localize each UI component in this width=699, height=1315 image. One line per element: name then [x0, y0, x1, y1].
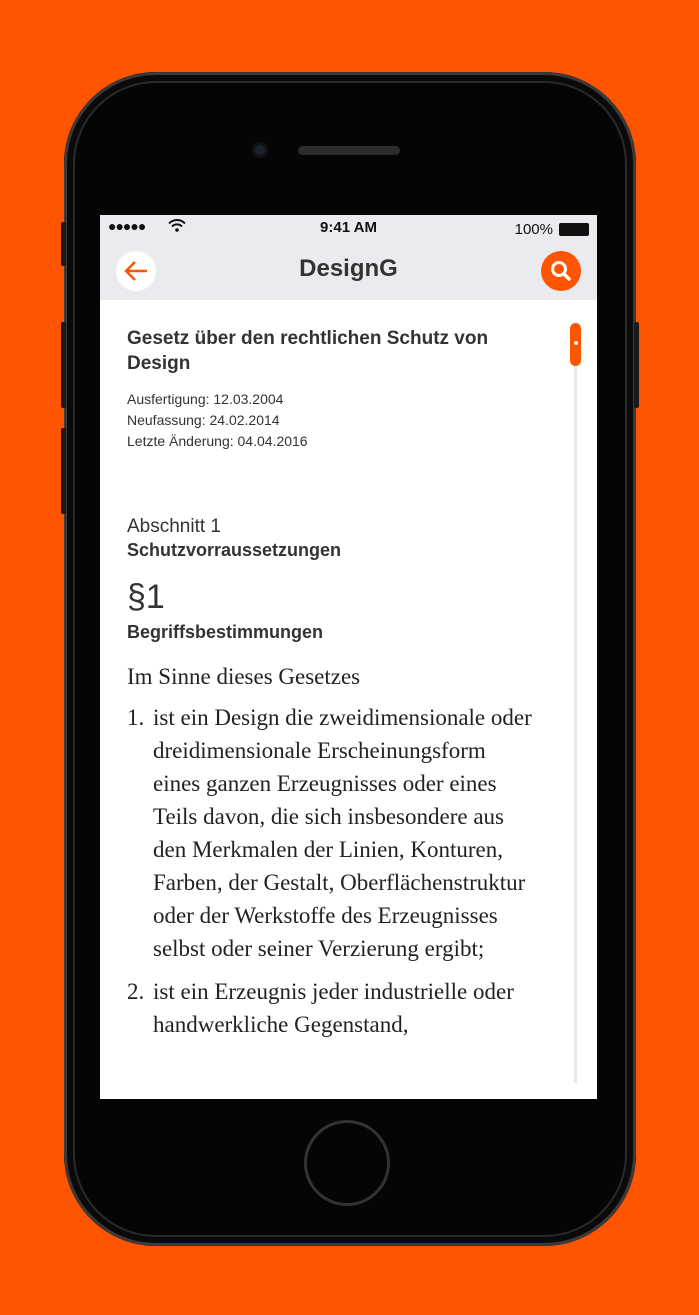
status-time: 9:41 AM [320, 219, 377, 236]
definition-list [127, 701, 537, 1041]
law-title: Gesetz über den rechtlichen Schutz von Design [127, 328, 489, 374]
document-content [127, 300, 537, 1051]
power-button [634, 322, 639, 408]
volume-down-button [61, 428, 66, 514]
list-item [127, 975, 537, 1041]
item-text: ist ein Erzeugnis jeder industrielle oder handwerkliche Gegenstand, [153, 979, 514, 1037]
mute-switch [61, 222, 66, 266]
navigation-bar [100, 241, 597, 300]
signal-icon: ●●●●● [108, 218, 146, 234]
speaker [298, 146, 400, 155]
search-button[interactable] [541, 251, 581, 291]
camera [252, 142, 268, 158]
paragraph-number: §1 [127, 578, 165, 616]
list-item [127, 701, 537, 965]
section-name: Schutzvorraussetzungen [127, 540, 342, 560]
battery-icon [559, 223, 589, 236]
phone-frame [64, 72, 636, 1246]
search-icon [541, 251, 581, 291]
meta-neufassung: Neufassung: 24.02.2014 [127, 412, 280, 428]
screen [100, 215, 597, 1099]
law-meta [127, 389, 537, 452]
item-number: 1. [127, 705, 145, 730]
scrollbar-track[interactable] [574, 323, 577, 1083]
home-button[interactable] [304, 1120, 390, 1206]
status-bar [100, 215, 597, 241]
meta-ausfertigung: Ausfertigung: 12.03.2004 [127, 391, 284, 407]
item-text: ist ein Design die zweidimensionale oder dreidimensionale Erscheinungsform eines ganzen Erzeugnisses oder eines Teils davon, die sich insbesondere aus den Merkmalen der Linien, Konturen, Farben, der Gestalt, Oberflächenstruktur oder der Werkstoffe des Erzeugnisses selbst oder seiner Verzierung ergibt; [153, 705, 532, 961]
paragraph-intro: Im Sinne dieses Gesetzes [127, 664, 361, 689]
meta-letzte-aenderung: Letzte Änderung: 04.04.2016 [127, 433, 308, 449]
volume-up-button [61, 322, 66, 408]
section-label: Abschnitt 1 [127, 516, 221, 537]
page-title: DesignG [299, 255, 398, 282]
scrollbar-thumb[interactable] [570, 323, 581, 366]
battery-percent: 100% [514, 221, 553, 238]
item-number: 2. [127, 979, 145, 1004]
paragraph-title: Begriffsbestimmungen [127, 622, 324, 642]
